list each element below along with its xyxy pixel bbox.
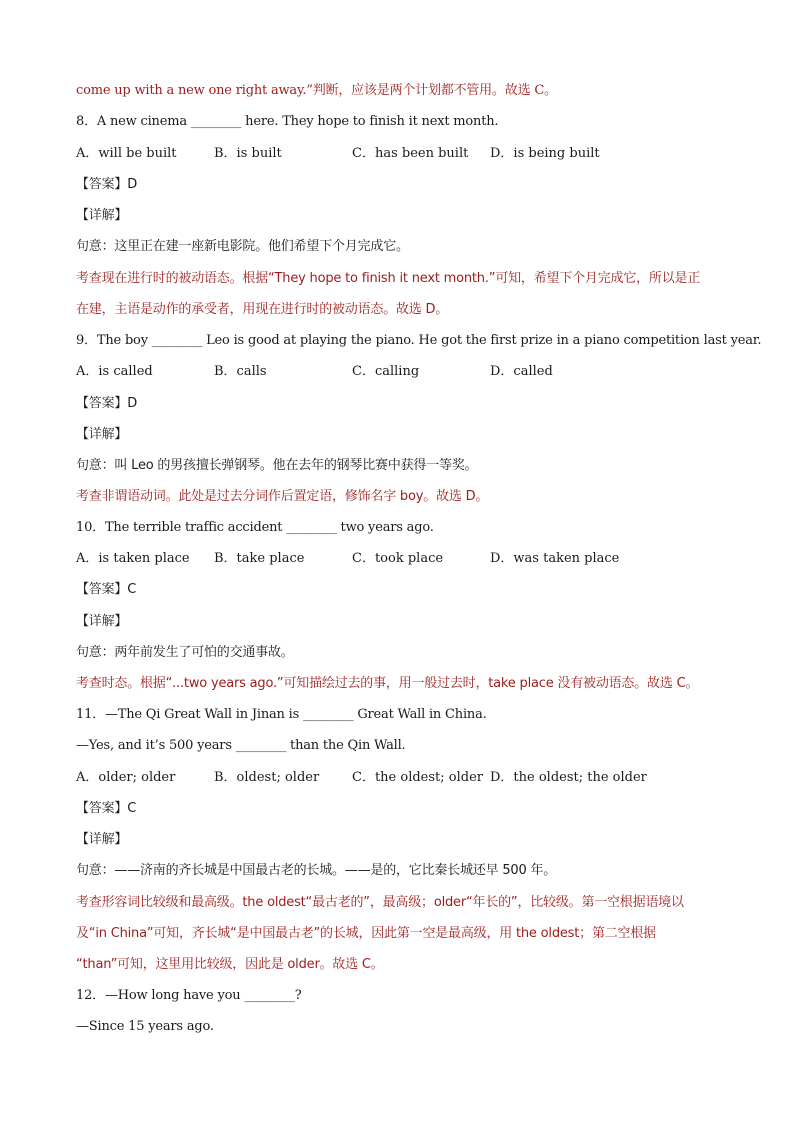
option-d: D．is being built [490,146,600,161]
option-a: A．is called [76,364,153,379]
sentence-meaning: 句意：两年前发生了可怕的交通事故。 [76,645,294,660]
option-d: D．was taken place [490,551,620,566]
question-8-stem: 8．A new cinema ________ here. They hope to finish it next month. [76,114,499,129]
option-a: A．is taken place [76,551,190,566]
question-12-stem: 12．—How long have you ________? [76,988,302,1003]
detail-label: 【详解】 [76,427,128,442]
previous-explanation-tail: come up with a new one right away.”判断，应该是两个计划都不管用。故选 C。 [76,83,557,98]
answer-label: 【答案】D [76,177,138,192]
question-11-stem: 11．—The Qi Great Wall in Jinan is ________ Great Wall in China. [76,707,487,722]
detail-label: 【详解】 [76,614,128,629]
option-c: C．took place [352,551,444,566]
answer-label: 【答案】C [76,801,137,816]
explanation-line: 及“in China”可知，齐长城“是中国最古老”的长城，因此第一空是最高级，用 the oldest；第二空根据 [76,926,656,941]
option-a: A．older; older [76,770,176,785]
explanation-line: 考查非谓语动词。此处是过去分词作后置定语，修饰名字 boy。故选 D。 [76,489,489,504]
explanation-line: “than”可知，这里用比较级，因此是 older。故选 C。 [76,957,384,972]
option-b: B．take place [214,551,305,566]
sentence-meaning: 句意：这里正在建一座新电影院。他们希望下个月完成它。 [76,239,409,254]
sentence-meaning: 句意：——济南的齐长城是中国最古老的长城。——是的，它比秦长城还早 500 年。 [76,863,557,878]
question-11-stem-reply: —Yes, and it’s 500 years ________ than the Qin Wall. [76,738,406,753]
explanation-line: 考查形容词比较级和最高级。the oldest“最古老的”，最高级；older“年长的”，比较级。第一空根据语境以 [76,895,684,910]
question-12-stem-reply: —Since 15 years ago. [76,1019,214,1034]
answer-label: 【答案】C [76,582,137,597]
question-10-stem: 10．The terrible traffic accident ________ two years ago. [76,520,434,535]
option-b: B．is built [214,146,282,161]
option-d: D．called [490,364,553,379]
detail-label: 【详解】 [76,832,128,847]
explanation-line: 在建，主语是动作的承受者，用现在进行时的被动语态。故选 D。 [76,302,449,317]
sentence-meaning: 句意：叫 Leo 的男孩擅长弹钢琴。他在去年的钢琴比赛中获得一等奖。 [76,458,478,473]
detail-label: 【详解】 [76,208,128,223]
option-b: B．oldest; older [214,770,320,785]
option-b: B．calls [214,364,267,379]
question-9-stem: 9．The boy ________ Leo is good at playing the piano. He got the first prize in a piano competition last year. [76,333,762,348]
option-c: C．calling [352,364,420,379]
explanation-line: 考查时态。根据“...two years ago.”可知描绘过去的事，用一般过去时，take place 没有被动语态。故选 C。 [76,676,699,691]
option-c: C．the oldest; older [352,770,483,785]
explanation-line: 考查现在进行时的被动语态。根据“They hope to finish it next month.”可知，希望下个月完成它，所以是正 [76,271,701,286]
option-d: D．the oldest; the older [490,770,647,785]
option-a: A．will be built [76,146,177,161]
option-c: C．has been built [352,146,469,161]
answer-label: 【答案】D [76,396,138,411]
